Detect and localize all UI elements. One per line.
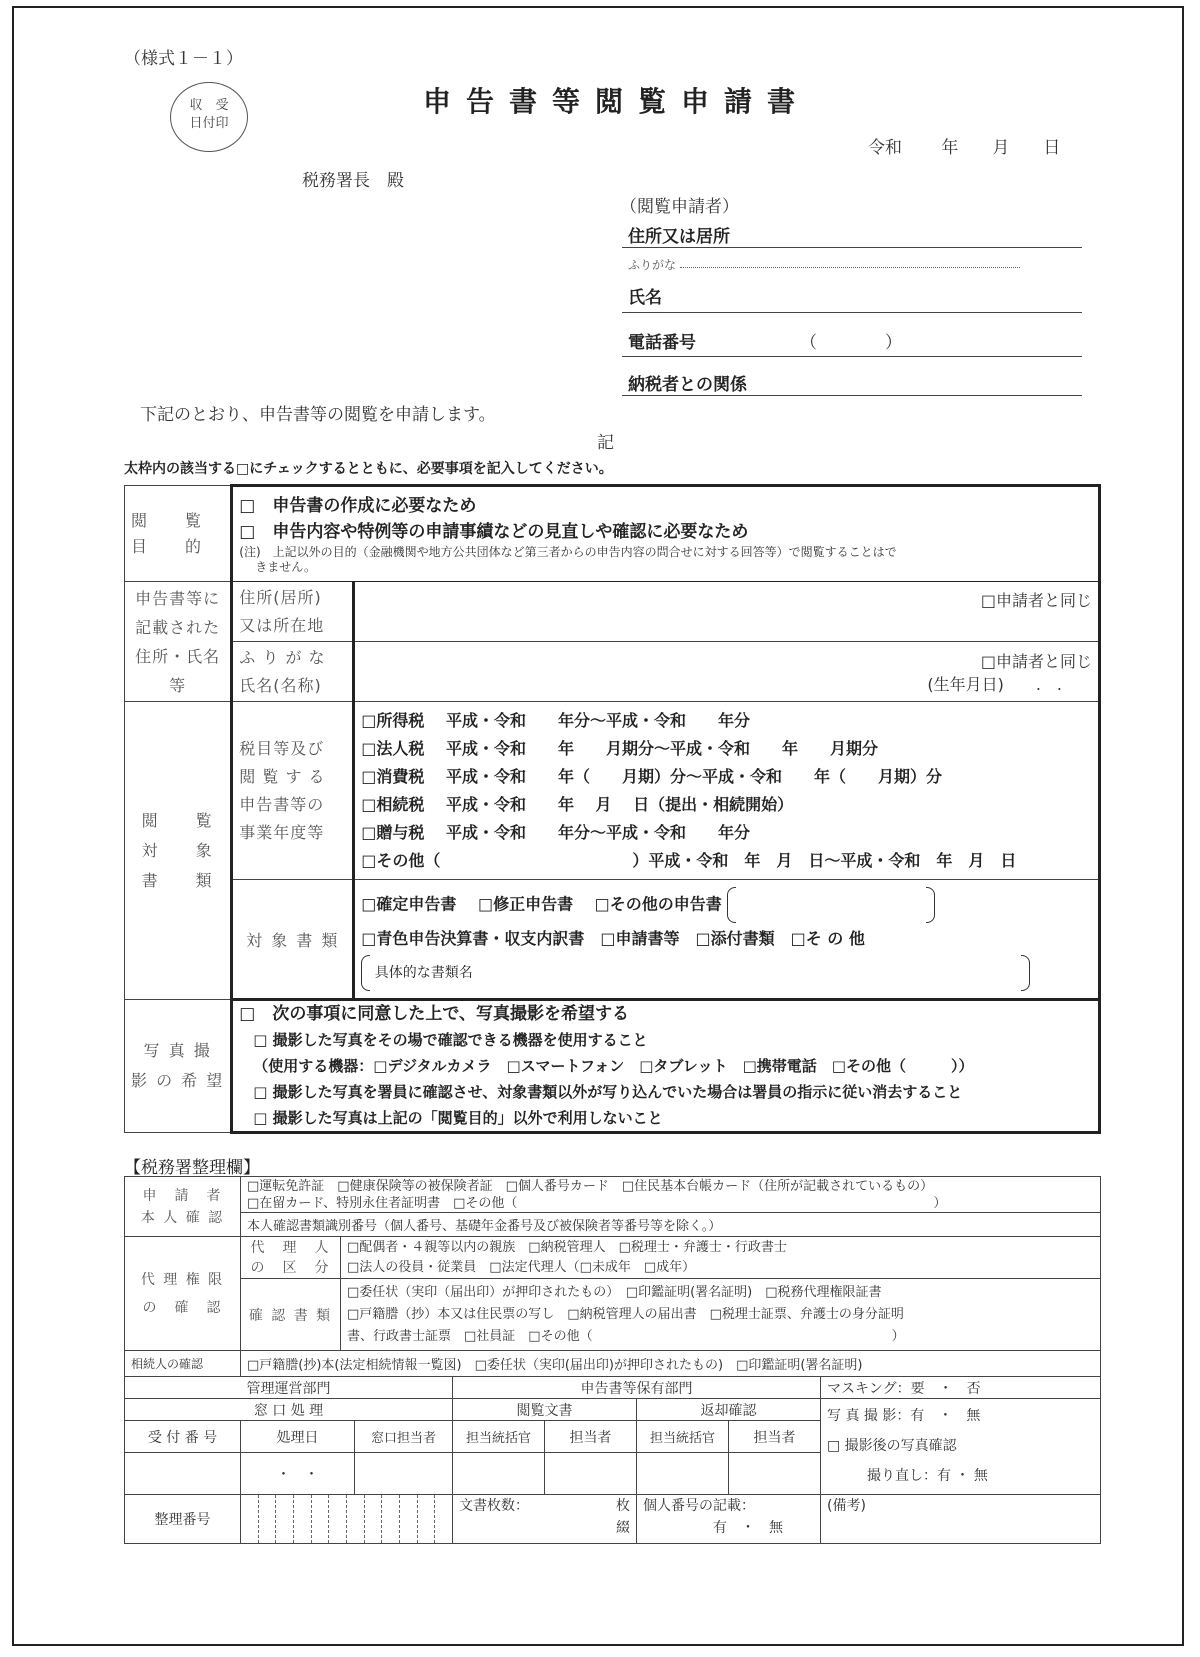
purpose-option-2[interactable]: □ 申告内容や特例等の申請事績などの見直しや確認に必要なため: [239, 522, 749, 542]
ki-label: 記: [597, 433, 614, 453]
same-as-applicant-1[interactable]: □申請者と同じ: [980, 591, 1092, 610]
agent-type-options[interactable]: □配偶者・４親等以内の親族 □納税管理人 □税理士・弁護士・行政書士 □法人の役員・従業員 □法定代理人（□未成年 □成年）: [341, 1237, 1101, 1279]
applicant-heading: （閲覧申請者）: [620, 197, 739, 217]
chief-2-label: 担当統括官: [637, 1421, 729, 1453]
receipt-number-label: 受 付 番 号: [125, 1421, 241, 1453]
applicant-name-label: 氏名: [628, 288, 662, 308]
tax-year-label: 税目等及び 閲 覧 す る 申告書等の 事業年度等: [232, 702, 354, 880]
address-line[interactable]: [622, 247, 1082, 248]
stamp-line2: 日付印: [189, 116, 229, 131]
ref-number-boxes[interactable]: [241, 1495, 453, 1544]
addressee: 税務署長 殿: [302, 171, 404, 191]
purpose-option-1[interactable]: □ 申告書の作成に必要なため: [239, 496, 477, 516]
tax-line-income[interactable]: □所得税 平成・令和 年分～平成・令和 年分: [361, 710, 750, 730]
agent-auth-label: 代 理 権 限 の 確 認: [125, 1237, 241, 1351]
page-title: 申告書等閲覧申請書: [423, 85, 811, 118]
relation-label: 納税者との関係: [628, 375, 747, 395]
stamp-line1: 収 受: [189, 98, 229, 113]
date-line: 令和 年 月 日: [868, 138, 1061, 158]
mgmt-dept: 管理運営部門: [125, 1377, 453, 1399]
address-block-label: 申告書等に 記載された 住所・氏名 等: [125, 582, 232, 702]
photo-cell[interactable]: [232, 1000, 1100, 1133]
chief-1-field[interactable]: [453, 1453, 545, 1495]
heir-check-options[interactable]: □戸籍謄(抄)本(法定相続情報一覧図) □委任状（実印(届出印)が押印されたもの) □印鑑証明(署名証明): [241, 1351, 1101, 1377]
staff-2-field[interactable]: [729, 1453, 821, 1495]
photo-record[interactable]: 写 真 撮 影：有 ・ 無 □ 撮影後の写真確認 撮り直し：有 ・ 無: [821, 1399, 1101, 1495]
proc-date-label: 処理日: [241, 1421, 355, 1453]
furigana-line[interactable]: [680, 267, 1020, 268]
tax-line-consumption[interactable]: □消費税 平成・令和 年（ 月期）分～平成・令和 年（ 月期）分: [361, 766, 942, 786]
remarks[interactable]: (備考): [821, 1495, 1101, 1544]
applicant-address-label: 住所又は居所: [628, 227, 730, 247]
tax-line-inheritance[interactable]: □相続税 平成・令和 年 月 日（提出・相続開始）: [361, 794, 794, 814]
relation-line[interactable]: [622, 395, 1082, 396]
receipt-date-stamp: [170, 82, 248, 152]
processing-table: [124, 1376, 1101, 1544]
target-address-field[interactable]: [354, 582, 1100, 642]
other-bracket-left: [727, 887, 736, 923]
receipt-number-field[interactable]: [125, 1453, 241, 1495]
purpose-cell[interactable]: [232, 486, 1100, 582]
doc-name-bracket-left: [361, 955, 370, 991]
tax-line-gift[interactable]: □贈与税 平成・令和 年分～平成・令和 年分: [361, 822, 750, 842]
main-form-table: [124, 484, 1101, 1134]
doc-type-cell[interactable]: [354, 880, 1100, 1000]
purpose-label: 閲 覧 目 的: [125, 486, 232, 582]
heir-check-label: 相続人の確認: [125, 1351, 241, 1377]
chief-1-label: 担当統括官: [453, 1421, 545, 1453]
page-count[interactable]: 文書枚数： 枚 綴: [453, 1495, 637, 1544]
doc-options-2[interactable]: □青色申告決算書・収支内訳書 □申請書等 □添付書類 □そ の 他: [361, 929, 865, 948]
window-staff-label: 窓口担当者: [355, 1421, 453, 1453]
photo-cond-3[interactable]: □ 撮影した写真は上記の「閲覧目的」以外で利用しないこと: [253, 1109, 663, 1127]
name-line[interactable]: [622, 312, 1082, 313]
doc-name-label: 具体的な書類名: [374, 965, 473, 981]
window-staff-field[interactable]: [355, 1453, 453, 1495]
doc-name-bracket-right: [1021, 955, 1030, 991]
photo-cond-2[interactable]: □ 撮影した写真を署員に確認させ、対象書類以外が写り込んでいた場合は署員の指示に従い消去すること: [253, 1083, 963, 1101]
target-docs-label: 閲 覧 対 象 書 類: [125, 702, 232, 1000]
doc-options-1[interactable]: □確定申告書 □修正申告書 □その他の申告書: [361, 894, 722, 914]
staff-1-label: 担当者: [545, 1421, 637, 1453]
agent-type-label: 代 理 人 の 区 分: [241, 1237, 341, 1279]
same-as-applicant-2[interactable]: □申請者と同じ: [980, 651, 1092, 671]
holder-dept: 申告書等保有部門: [453, 1377, 821, 1399]
staff-1-field[interactable]: [545, 1453, 637, 1495]
office-table: [124, 1176, 1101, 1377]
purpose-note-1: (注) 上記以外の目的（金融機関や地方公共団体など第三者からの申告内容の問合せに対する回答等）で閲覧することはで: [239, 545, 897, 559]
photo-devices[interactable]: （使用する機器：□デジタルカメラ □スマートフォン □タブレット □携帯電話 □その他（ ））: [253, 1057, 974, 1075]
other-bracket-right: [926, 887, 935, 923]
ref-number-label: 整理番号: [125, 1495, 241, 1544]
phone-line[interactable]: [622, 356, 1082, 357]
masking[interactable]: マスキング：要 ・ 否: [821, 1377, 1101, 1399]
tax-line-other[interactable]: □その他（ ）平成・令和 年 月 日～平成・令和 年 月 日: [361, 850, 1017, 870]
instruction: 太枠内の該当する□にチェックするとともに、必要事項を記入してください。: [124, 461, 613, 477]
photo-consent[interactable]: □ 次の事項に同意した上で、写真撮影を希望する: [239, 1004, 629, 1024]
view-docs: 閲覧文書: [453, 1399, 637, 1421]
chief-2-field[interactable]: [637, 1453, 729, 1495]
addr-label-cell: 住所(居所) 又は所在地: [232, 582, 354, 642]
birth-date[interactable]: (生年月日) . .: [927, 674, 1062, 694]
staff-2-label: 担当者: [729, 1421, 821, 1453]
phone-parens: （ ）: [800, 333, 902, 353]
photo-label: 写 真 撮 影 の 希 望: [125, 1000, 232, 1133]
id-check-label: 申 請 者 本 人 確 認: [125, 1177, 241, 1237]
form-id: （様式１－１）: [124, 49, 243, 69]
request-sentence: 下記のとおり、申告書等の閲覧を申請します。: [140, 405, 496, 425]
office-heading: 【税務署整理欄】: [124, 1158, 260, 1178]
photo-cond-1[interactable]: □ 撮影した写真をその場で確認できる機器を使用すること: [253, 1031, 648, 1049]
tax-line-corporate[interactable]: □法人税 平成・令和 年 月期分～平成・令和 年 月期分: [361, 738, 878, 758]
name-label-cell: ふ り が な 氏名(名称): [232, 642, 354, 702]
ref-number-digit-row: [241, 1495, 452, 1543]
id-check-options[interactable]: □運転免許証 □健康保険等の被保険者証 □個人番号カード □住民基本台帳カード（住所が記載されているもの） □在留カード、特別永住者証明書 □その他（ ）: [241, 1177, 1101, 1213]
window-processing: 窓 口 処 理: [125, 1399, 453, 1421]
purpose-note-2: きません。: [255, 560, 316, 574]
phone-label: 電話番号: [628, 333, 696, 353]
my-number-record[interactable]: 個人番号の記載： 有 ・ 無: [637, 1495, 821, 1544]
target-name-field[interactable]: [354, 642, 1100, 702]
furigana-label: ふりがな: [628, 258, 677, 272]
doc-type-label: 対 象 書 類: [232, 880, 354, 1000]
proc-date-field[interactable]: ・ ・: [241, 1453, 355, 1495]
return-check: 返却確認: [637, 1399, 821, 1421]
confirm-docs-options[interactable]: □委任状（実印（届出印）が押印されたもの） □印鑑証明(署名証明) □税務代理権限証書 □戸籍謄（抄）本又は住民票の写し □納税管理人の届出書 □税理士証票、弁護士の身分証明 書、行政書士証票 □社員証 □その他（ ）: [341, 1279, 1101, 1351]
id-doc-number[interactable]: 本人確認書類識別番号（個人番号、基礎年金番号及び被保険者等番号等を除く。）: [241, 1213, 1101, 1237]
tax-lines-cell[interactable]: [354, 702, 1100, 880]
confirm-docs-label: 確 認 書 類: [241, 1279, 341, 1351]
